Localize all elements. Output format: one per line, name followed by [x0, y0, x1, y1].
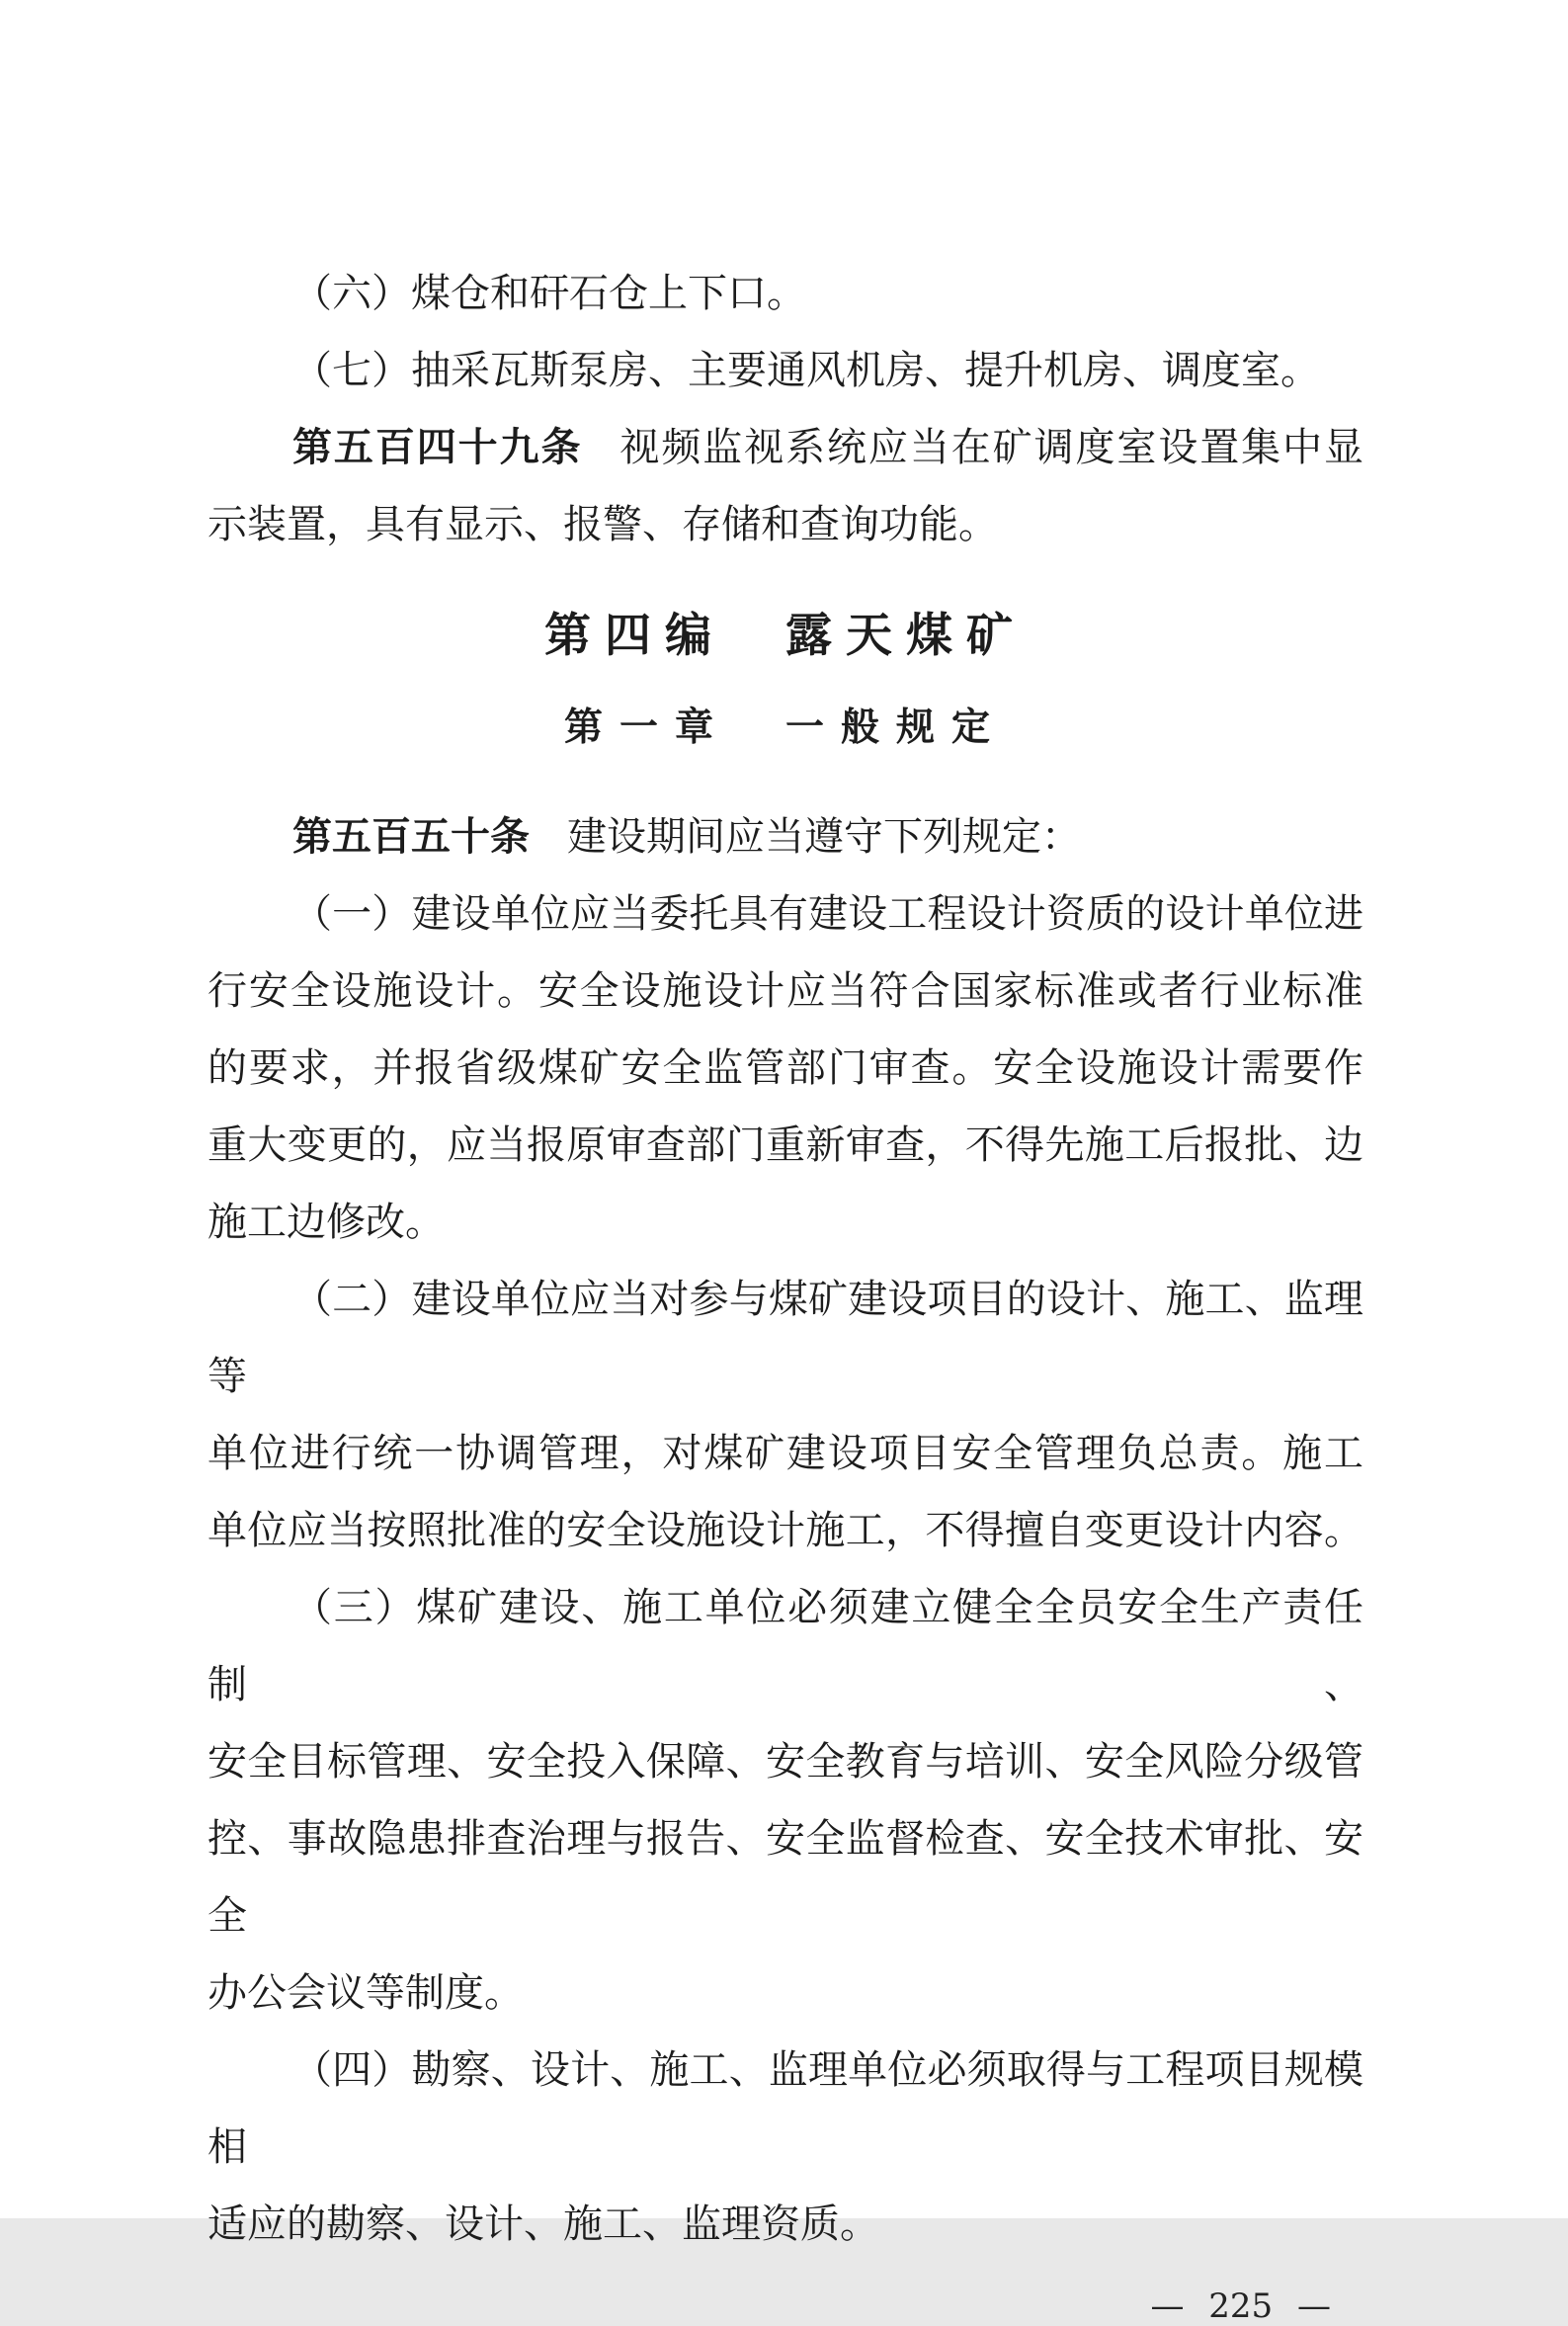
article-549-text: 视频监视系统应当在矿调度室设置集中显 — [619, 425, 1364, 470]
article-550-item-2-line-3: 单位应当按照批准的安全设施设计施工，不得擅自变更设计内容。 — [207, 1508, 1363, 1553]
article-550-line-1 — [207, 798, 1363, 875]
article-550-item-1-line-3: 的要求，并报省级煤矿安全监管部门审查。安全设施设计需要作 — [207, 1045, 1363, 1091]
list-item-six: （六）煤仓和矸石仓上下口。 — [292, 271, 806, 316]
article-550-item-4-line-1: （四）勘察、设计、施工、监理单位必须取得与工程项目规模相 — [207, 2047, 1363, 2170]
article-550-item-3-line-3: 控、事故隐患排查治理与报告、安全监督检查、安全技术审批、安全 — [207, 1816, 1363, 1939]
article-550-item-2-line-2: 单位进行统一协调管理，对煤矿建设项目安全管理负总责。施工 — [207, 1431, 1363, 1476]
article-550-intro: 建设期间应当遵守下列规定： — [567, 814, 1081, 860]
article-550-item-1-line-2: 行安全设施设计。安全设施设计应当符合国家标准或者行业标准 — [207, 968, 1363, 1014]
part-heading: 第四编 露天煤矿 — [544, 609, 1027, 663]
article-550-item-1-line-5: 施工边修改。 — [207, 1200, 445, 1245]
article-550-item-3-line-4: 办公会议等制度。 — [207, 1970, 524, 2016]
article-550-item-1-line-4: 重大变更的，应当报原审查部门重新审查，不得先施工后报批、边 — [207, 1122, 1363, 1168]
article-550-term: 第五百五十条 — [292, 814, 530, 860]
article-549-line-2: 示装置，具有显示、报警、存储和查询功能。 — [207, 502, 998, 547]
article-550-item-3-line-1: （三）煤矿建设、施工单位必须建立健全全员安全生产责任制、 — [207, 1585, 1363, 1707]
article-550-item-3-line-2: 安全目标管理、安全投入保障、安全教育与培训、安全风险分级管 — [207, 1739, 1363, 1785]
article-550-item-1-line-1: （一）建设单位应当委托具有建设工程设计资质的设计单位进 — [292, 891, 1363, 937]
article-549-term: 第五百四十九条 — [292, 425, 583, 470]
page-number: — 225 — — [1150, 2286, 1331, 2326]
chapter-heading: 第一章 一般规定 — [563, 706, 1007, 750]
article-549-line-1 — [207, 409, 1363, 486]
article-550-item-2-line-1: （二）建设单位应当对参与煤矿建设项目的设计、施工、监理等 — [207, 1277, 1363, 1399]
list-item-seven: （七）抽采瓦斯泵房、主要通风机房、提升机房、调度室。 — [292, 348, 1320, 393]
article-550-item-4-line-2: 适应的勘察、设计、施工、监理资质。 — [207, 2201, 879, 2247]
